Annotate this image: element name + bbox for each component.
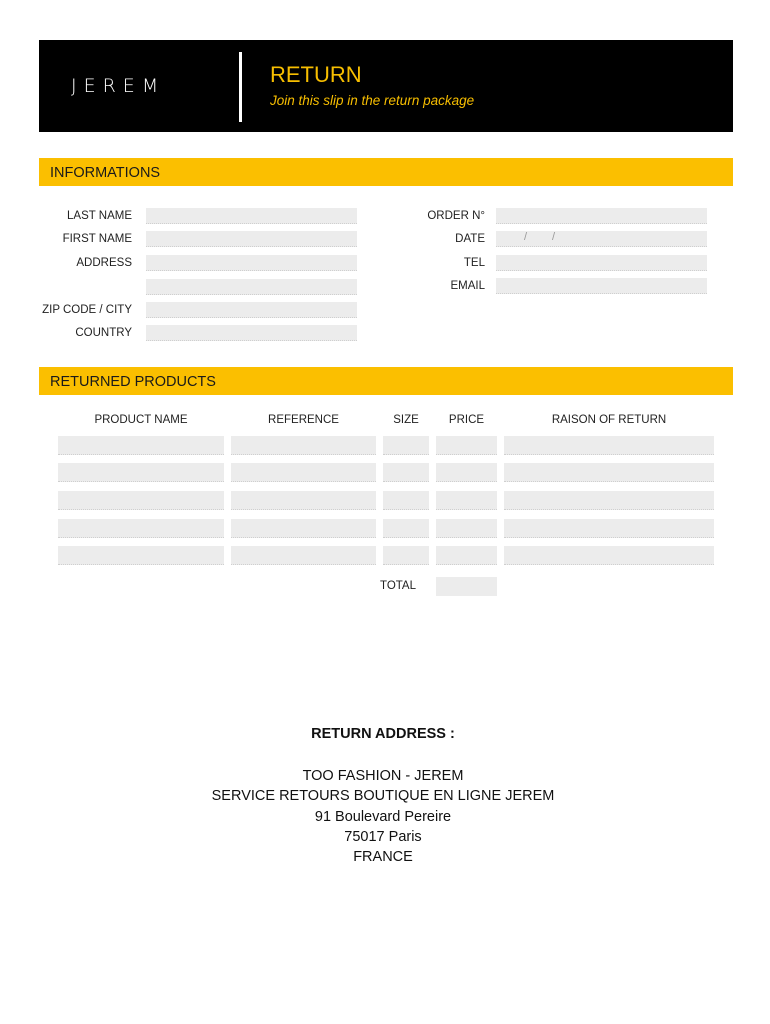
total-label: TOTAL (380, 580, 416, 592)
return-address-line: TOO FASHION - JEREM (302, 768, 464, 784)
zip-city-label: ZIP CODE / CITY (42, 304, 132, 316)
country-field[interactable] (146, 325, 357, 341)
price-cell[interactable] (436, 463, 497, 482)
price-cell[interactable] (436, 546, 497, 565)
return-address-line: FRANCE (353, 849, 413, 865)
date-separator: / (524, 231, 528, 243)
tel-field[interactable] (496, 255, 707, 271)
date-label: DATE (455, 233, 485, 245)
product-name-cell[interactable] (58, 463, 224, 482)
price-cell[interactable] (436, 519, 497, 538)
size-cell[interactable] (383, 546, 429, 565)
last-name-field[interactable] (146, 208, 357, 224)
product-name-cell[interactable] (58, 546, 224, 565)
reference-cell[interactable] (231, 491, 376, 510)
date-field[interactable] (496, 231, 707, 247)
return-address-line: SERVICE RETOURS BOUTIQUE EN LIGNE JEREM (211, 788, 555, 804)
return-reason-cell[interactable] (504, 546, 714, 565)
order-number-label: ORDER N° (427, 210, 485, 222)
address-label: ADDRESS (76, 257, 132, 269)
return-reason-cell[interactable] (504, 519, 714, 538)
tel-label: TEL (463, 257, 485, 269)
column-header-price: PRICE (448, 414, 485, 426)
return-reason-cell[interactable] (504, 436, 714, 455)
column-header-size: SIZE (393, 414, 419, 426)
return-reason-cell[interactable] (504, 491, 714, 510)
return-address-line: 75017 Paris (344, 829, 422, 845)
header-divider (239, 52, 242, 122)
price-cell[interactable] (436, 436, 497, 455)
last-name-label: LAST NAME (67, 210, 132, 222)
reference-cell[interactable] (231, 519, 376, 538)
order-number-field[interactable] (496, 208, 707, 224)
size-cell[interactable] (383, 491, 429, 510)
reference-cell[interactable] (231, 436, 376, 455)
product-name-cell[interactable] (58, 519, 224, 538)
reference-cell[interactable] (231, 546, 376, 565)
first-name-label: FIRST NAME (62, 233, 132, 245)
size-cell[interactable] (383, 519, 429, 538)
column-header-return-reason: RAISON OF RETURN (551, 414, 667, 426)
address-field-line2[interactable] (146, 279, 357, 295)
brand-logo: JEREM (71, 75, 166, 97)
date-separator: / (552, 231, 556, 243)
section-heading-returned-products: RETURNED PRODUCTS (39, 367, 733, 395)
column-header-reference: REFERENCE (268, 414, 339, 426)
price-cell[interactable] (436, 491, 497, 510)
size-cell[interactable] (383, 463, 429, 482)
address-field-line1[interactable] (146, 255, 357, 271)
product-name-cell[interactable] (58, 436, 224, 455)
reference-cell[interactable] (231, 463, 376, 482)
header-banner (39, 40, 733, 132)
return-address-line: 91 Boulevard Pereire (314, 809, 452, 825)
email-label: EMAIL (450, 280, 485, 292)
section-heading-informations: INFORMATIONS (39, 158, 733, 186)
country-label: COUNTRY (75, 327, 132, 339)
return-reason-cell[interactable] (504, 463, 714, 482)
return-address-title: RETURN ADDRESS : (311, 726, 455, 742)
column-header-product-name: PRODUCT NAME (94, 414, 188, 426)
product-name-cell[interactable] (58, 491, 224, 510)
page-title: RETURN (270, 62, 362, 87)
zip-city-field[interactable] (146, 302, 357, 318)
first-name-field[interactable] (146, 231, 357, 247)
size-cell[interactable] (383, 436, 429, 455)
page-subtitle: Join this slip in the return package (270, 93, 475, 108)
email-field[interactable] (496, 278, 707, 294)
total-field[interactable] (436, 577, 497, 596)
